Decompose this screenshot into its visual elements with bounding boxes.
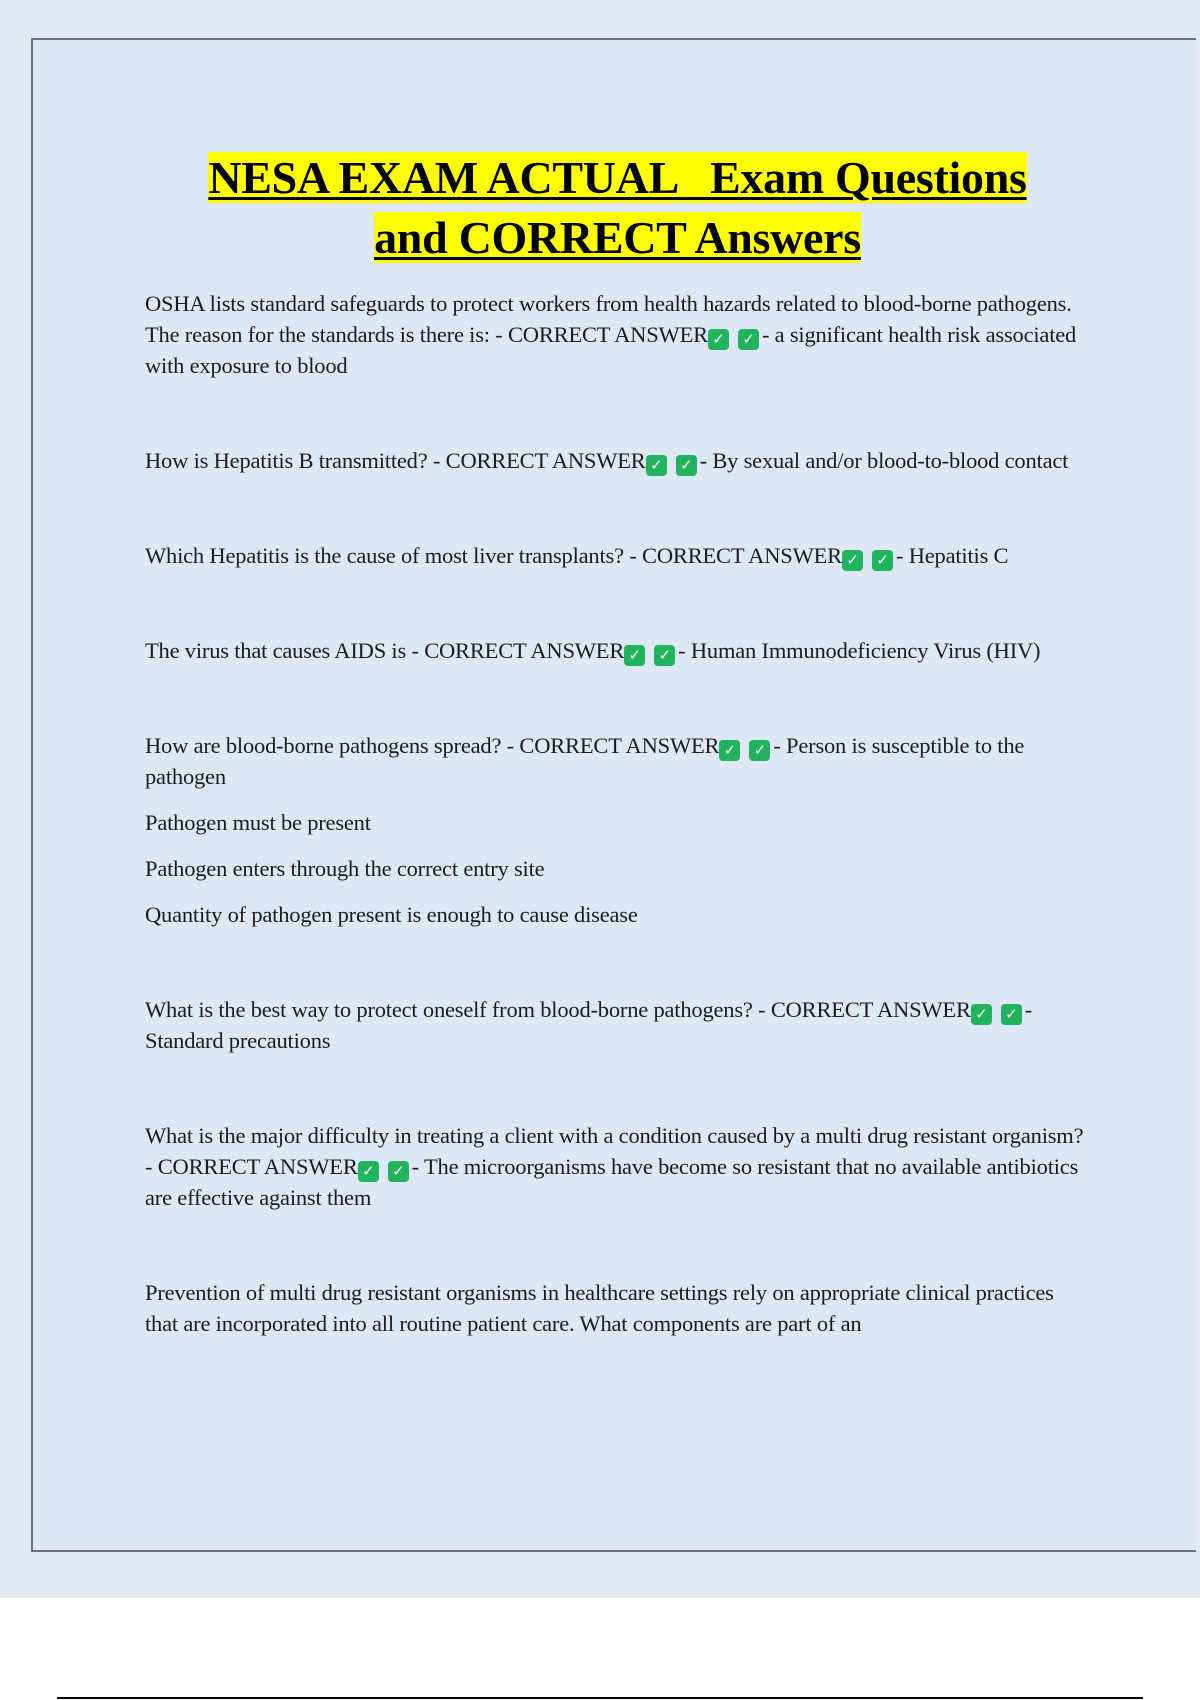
check-box-icon: ✓ bbox=[738, 329, 759, 350]
check-box-icon: ✓ bbox=[719, 740, 740, 761]
answer-text: - By sexual and/or blood-to-blood contact bbox=[699, 448, 1069, 473]
check-box-icon: ✓ bbox=[624, 645, 645, 666]
answer-line: Quantity of pathogen present is enough to cause disease bbox=[145, 902, 638, 927]
answer-text: - a significant health risk associated with exposure to blood bbox=[145, 322, 1077, 378]
answer-marker: - CORRECT ANSWER bbox=[432, 448, 646, 473]
check-box-icon: ✓ bbox=[646, 455, 667, 476]
check-box-icon: ✓ bbox=[842, 550, 863, 571]
document-body bbox=[145, 148, 1090, 1339]
qa-item bbox=[145, 730, 1090, 930]
question-text: Prevention of multi drug resistant organisms in healthcare settings rely on appropriate clinical practices that are incorporated into all routine patient care. What components are part of an bbox=[145, 1280, 1054, 1336]
qa-item bbox=[145, 635, 1090, 666]
answer-line: Pathogen must be present bbox=[145, 810, 371, 835]
answer-marker: - CORRECT ANSWER bbox=[506, 733, 720, 758]
question-text: How is Hepatitis B transmitted? bbox=[145, 448, 428, 473]
check-box-icon: ✓ bbox=[1001, 1004, 1022, 1025]
check-box-icon: ✓ bbox=[872, 550, 893, 571]
answer-marker: - CORRECT ANSWER bbox=[495, 322, 708, 347]
qa-item bbox=[145, 445, 1090, 476]
check-box-icon: ✓ bbox=[971, 1004, 992, 1025]
document-title bbox=[145, 148, 1090, 268]
check-box-icon: ✓ bbox=[749, 740, 770, 761]
answer-marker: - CORRECT ANSWER bbox=[758, 997, 971, 1022]
check-box-icon: ✓ bbox=[388, 1161, 409, 1182]
answer-marker: - CORRECT ANSWER bbox=[629, 543, 842, 568]
question-text: OSHA lists standard safeguards to protect workers from health hazards related to blood-borne pathogens. The reason for the standards is there is: bbox=[145, 291, 1072, 347]
check-box-icon: ✓ bbox=[708, 329, 729, 350]
check-box-icon: ✓ bbox=[676, 455, 697, 476]
answer-marker: - CORRECT ANSWER bbox=[145, 1154, 358, 1179]
answer-text: - Human Immunodeficiency Virus (HIV) bbox=[678, 638, 1041, 663]
check-box-icon: ✓ bbox=[654, 645, 675, 666]
question-text: How are blood-borne pathogens spread? bbox=[145, 733, 502, 758]
title-line-2: and CORRECT Answers bbox=[374, 212, 861, 263]
check-box-icon: ✓ bbox=[358, 1161, 379, 1182]
answer-text: - The microorganisms have become so resistant that no available antibiotics are effective against them bbox=[145, 1154, 1079, 1210]
qa-first-paragraph bbox=[145, 730, 1090, 792]
answer-text: - Hepatitis C bbox=[895, 543, 1009, 568]
answer-text: - Standard precautions bbox=[145, 997, 1033, 1053]
answer-line: Pathogen enters through the correct entry site bbox=[145, 856, 545, 881]
question-text: Which Hepatitis is the cause of most liver transplants? bbox=[145, 543, 624, 568]
qa-item bbox=[145, 994, 1090, 1056]
footer-rule bbox=[57, 1697, 1143, 1699]
answer-marker: - CORRECT ANSWER bbox=[411, 638, 625, 663]
qa-item bbox=[145, 288, 1090, 381]
question-text: The virus that causes AIDS is bbox=[145, 638, 407, 663]
title-line-1: NESA EXAM ACTUAL Exam Questions bbox=[208, 152, 1027, 203]
qa-item bbox=[145, 1277, 1090, 1339]
qa-item bbox=[145, 1120, 1090, 1213]
answer-text: - Person is susceptible to the pathogen bbox=[145, 733, 1025, 789]
question-text: What is the best way to protect oneself from blood-borne pathogens? bbox=[145, 997, 753, 1022]
qa-item bbox=[145, 540, 1090, 571]
question-text: What is the major difficulty in treating a client with a condition caused by a multi drug resistant organism? bbox=[145, 1123, 1084, 1148]
